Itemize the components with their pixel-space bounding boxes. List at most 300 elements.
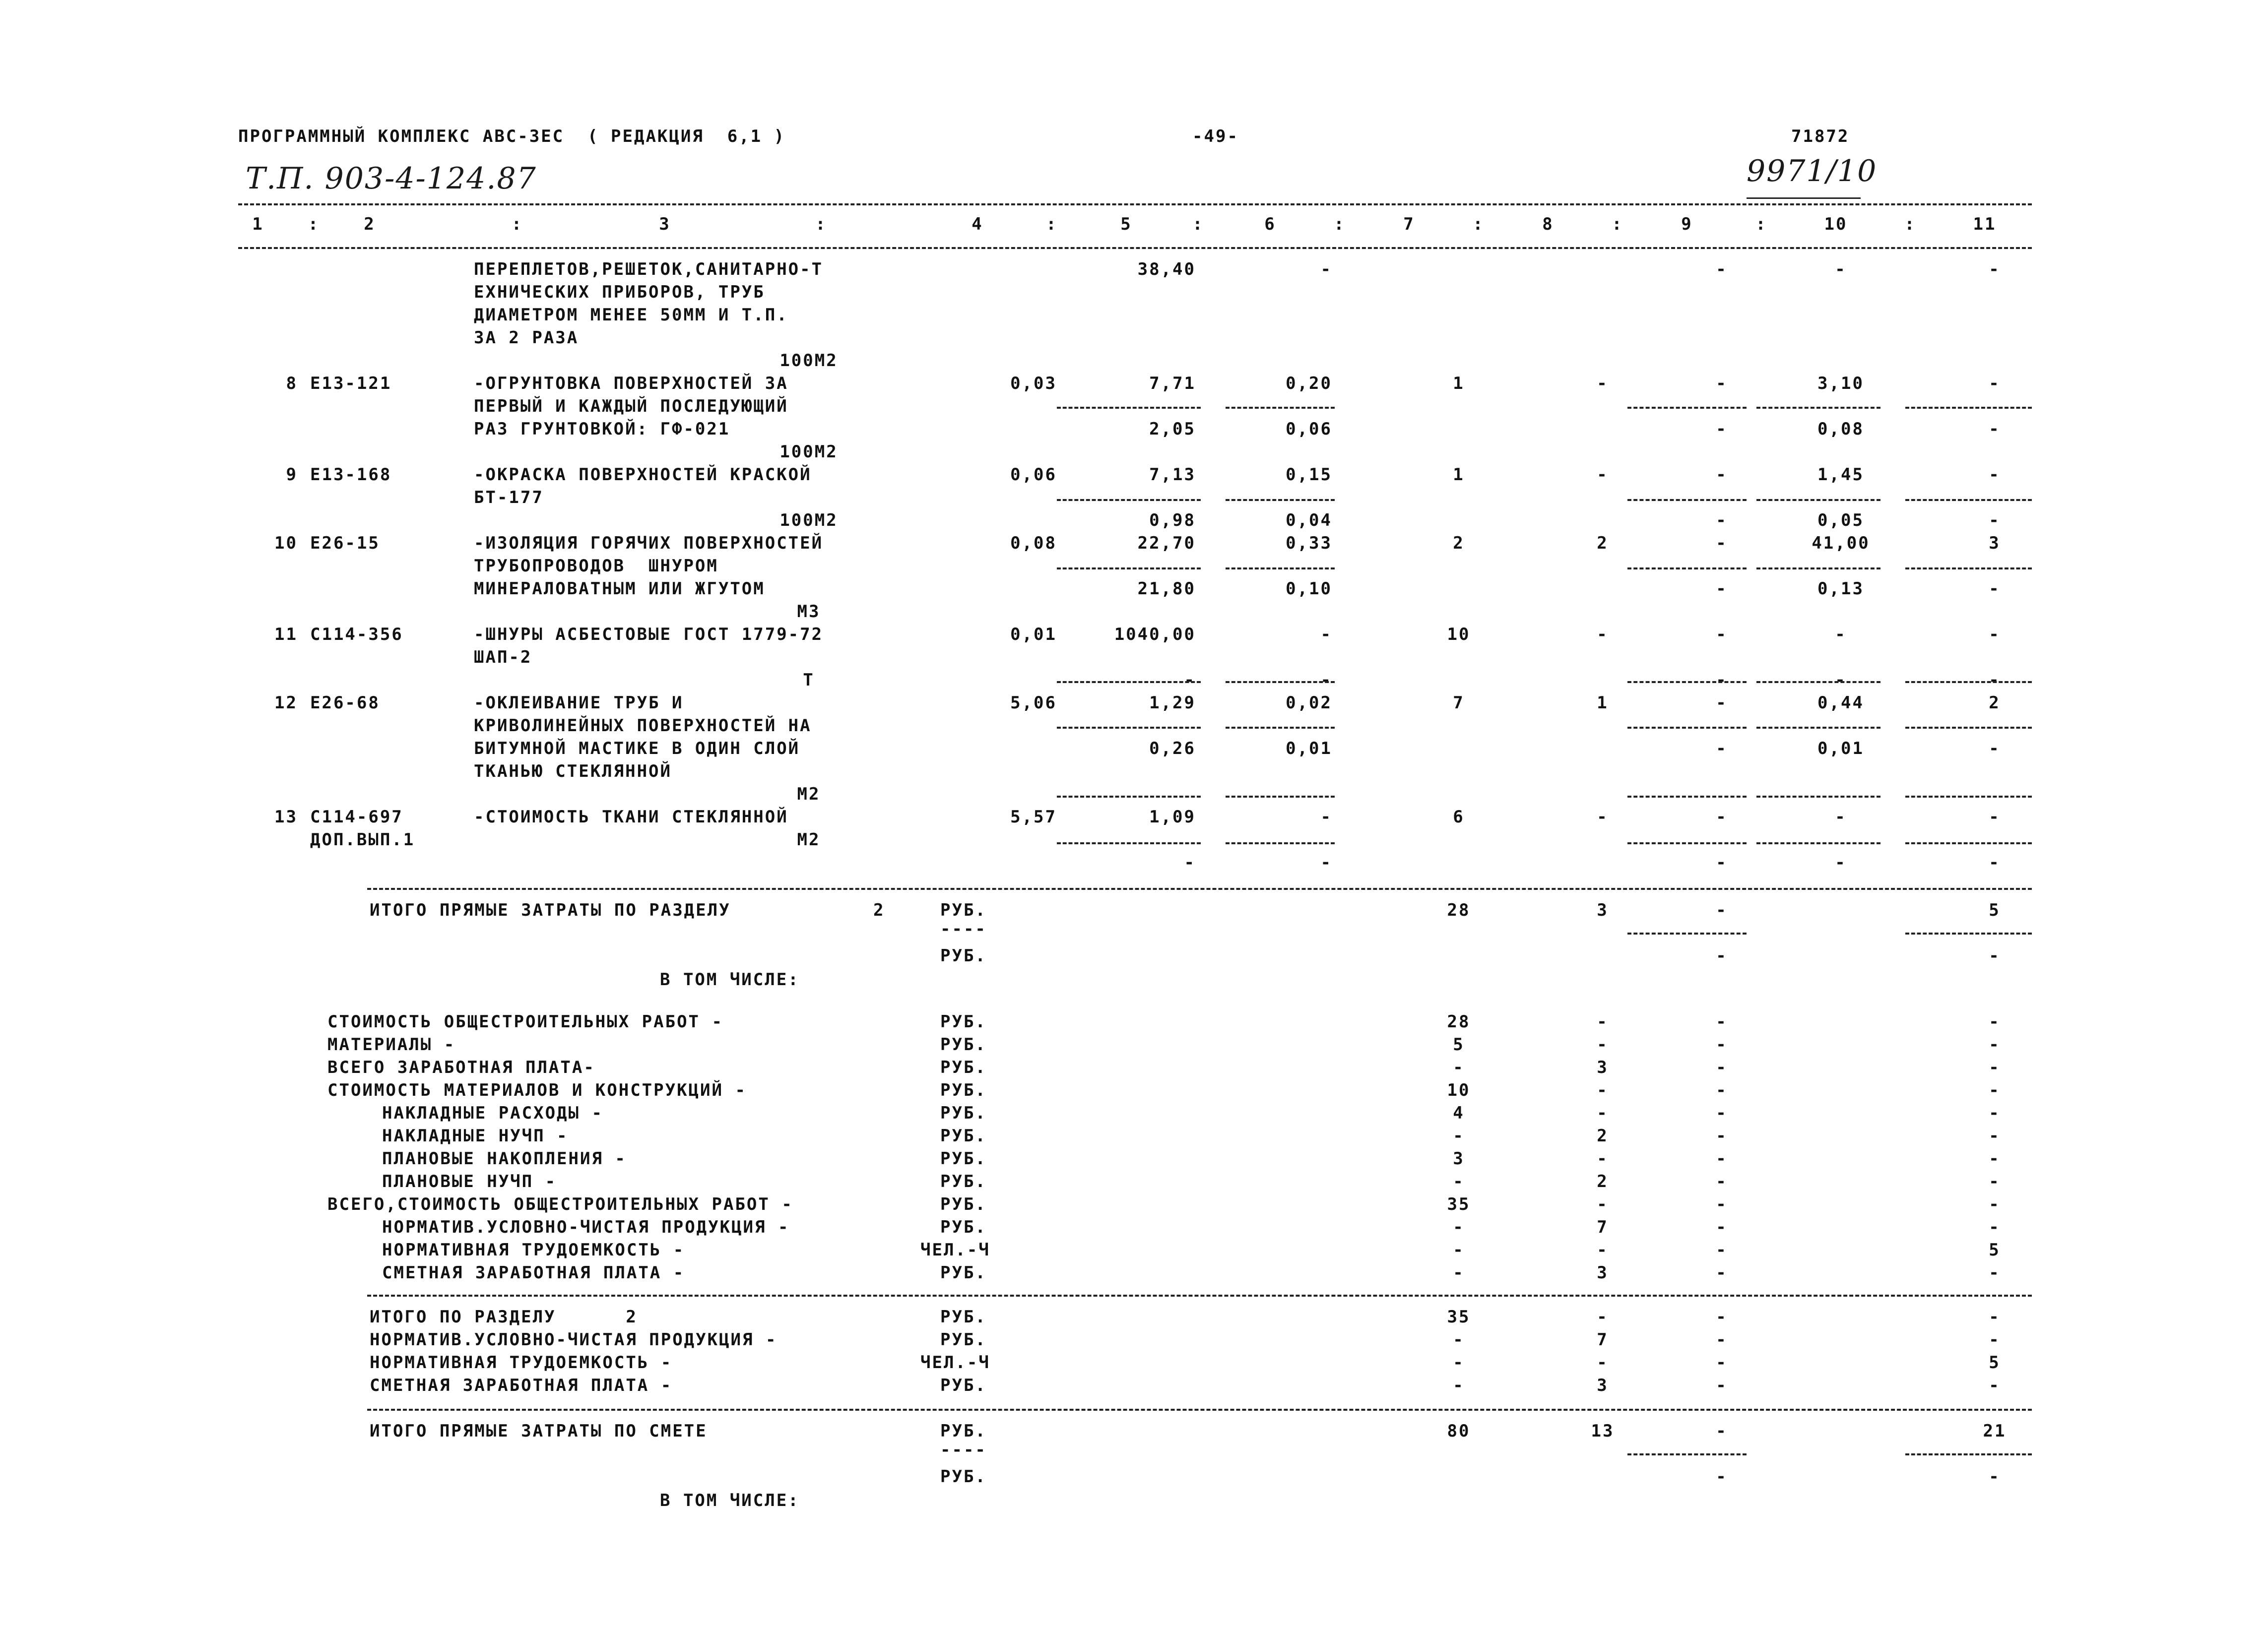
cell-c4: 0,06	[1010, 465, 1057, 485]
breakdown-c9: -	[1716, 1103, 1728, 1123]
cell-c3: ДИАМЕТРОМ МЕНЕЕ 50ММ И Т.П.	[474, 305, 788, 325]
summary-label: ИТОГО ПО РАЗДЕЛУ 2	[370, 1307, 638, 1327]
breakdown-c11: -	[1989, 1080, 2001, 1100]
summary-label: НОРМАТИВНАЯ ТРУДОЕМКОСТЬ -	[370, 1353, 673, 1373]
breakdown-c9: -	[1716, 1080, 1728, 1100]
column-separator: :	[1612, 214, 1623, 234]
sheet-underline	[1747, 197, 1861, 199]
summary-unit: РУБ.	[940, 1330, 987, 1350]
section-rule	[367, 888, 2032, 890]
breakdown-unit: РУБ.	[940, 1217, 987, 1237]
cell-c8: -	[1597, 625, 1609, 644]
cell-c11: -	[1989, 670, 2001, 690]
header-top-rule	[238, 203, 2032, 205]
cell-c7: 1	[1453, 465, 1465, 485]
cell-c3: -СТОИМОСТЬ ТКАНИ СТЕКЛЯННОЙ	[474, 807, 788, 827]
summary-unit: РУБ.	[940, 1376, 987, 1395]
cell-c7: 2	[1453, 533, 1465, 553]
cell-c6: -	[1320, 625, 1332, 644]
breakdown-c11: -	[1989, 1103, 2001, 1123]
cell-c7: 6	[1453, 807, 1465, 827]
breakdown-label: МАТЕРИАЛЫ -	[327, 1035, 456, 1055]
section-total-c11b: -	[1989, 946, 2001, 966]
breakdown-c7: -	[1453, 1217, 1465, 1237]
cell-c6: 0,33	[1286, 533, 1332, 553]
estimate-total-unit: РУБ.	[940, 1421, 987, 1441]
breakdown-c8: 3	[1597, 1058, 1609, 1077]
breakdown-c7: -	[1453, 1263, 1465, 1283]
summary-c7: -	[1453, 1376, 1465, 1395]
cell-c9: -	[1716, 853, 1728, 873]
cell-c9: -	[1716, 670, 1728, 690]
document-code: 71872	[1791, 126, 1850, 146]
cell-c3: ЗА 2 РАЗА	[474, 328, 579, 348]
breakdown-c11: -	[1989, 1012, 2001, 1032]
cell-c10: -	[1835, 853, 1847, 873]
cell-c2: С114-697	[310, 807, 403, 827]
cell-c10: 0,44	[1817, 693, 1864, 713]
cell-c5: -	[1184, 853, 1196, 873]
section-total-separator: ----	[940, 919, 987, 939]
cell-c2: ДОП.ВЫП.1	[310, 830, 415, 850]
breakdown-c8: -	[1597, 1149, 1609, 1169]
column-separator: :	[308, 214, 320, 234]
column-separator: :	[1473, 214, 1485, 234]
cell-c1: 12	[274, 693, 298, 713]
cell-c10: -	[1835, 807, 1847, 827]
cell-rule	[1627, 796, 1747, 798]
breakdown-c8: 2	[1597, 1172, 1609, 1191]
cell-c5: 0,98	[1149, 510, 1196, 530]
cell-c4: 0,08	[1010, 533, 1057, 553]
cell-c5: 7,71	[1149, 374, 1196, 393]
sheet-number: 9971/10	[1747, 154, 1878, 188]
cell-c3: -ОГРУНТОВКА ПОВЕРХНОСТЕЙ ЗА	[474, 374, 788, 393]
summary-c9: -	[1716, 1330, 1728, 1350]
cell-c4: 5,06	[1010, 693, 1057, 713]
estimate-total-c8: 13	[1591, 1421, 1615, 1441]
breakdown-c7: 4	[1453, 1103, 1465, 1123]
cell-rule	[1226, 407, 1335, 409]
cell-c7: 10	[1447, 625, 1471, 644]
cell-c6: 0,01	[1286, 739, 1332, 758]
breakdown-label: НОРМАТИВНАЯ ТРУДОЕМКОСТЬ -	[382, 1240, 685, 1260]
summary-label: СМЕТНАЯ ЗАРАБОТНАЯ ПЛАТА -	[370, 1376, 673, 1395]
summary-c11: -	[1989, 1376, 2001, 1395]
cell-c1: 8	[286, 374, 298, 393]
cell-c9: -	[1716, 419, 1728, 439]
cell-rule	[1905, 567, 2032, 569]
breakdown-unit: ЧЕЛ.-Ч	[920, 1240, 990, 1260]
page-number: -49-	[1192, 126, 1239, 146]
summary-c7: -	[1453, 1353, 1465, 1373]
cell-rule	[1226, 681, 1335, 683]
cell-c3: РАЗ ГРУНТОВКОЙ: ГФ-021	[474, 419, 730, 439]
estimate-total-unit2: РУБ.	[940, 1467, 987, 1487]
column-separator: :	[1904, 214, 1916, 234]
estimate-total-separator: ----	[940, 1440, 987, 1460]
cell-rule	[1905, 407, 2032, 409]
cell-c3: -ШНУРЫ АСБЕСТОВЫЕ ГОСТ 1779-72	[474, 625, 824, 644]
column-header-5: 5	[1120, 214, 1132, 234]
cell-c5: 7,13	[1149, 465, 1196, 485]
breakdown-c8: 7	[1597, 1217, 1609, 1237]
cell-c6: -	[1320, 259, 1332, 279]
project-number: Т.П. 903-4-124.87	[246, 161, 537, 196]
cell-c3: МИНЕРАЛОВАТНЫМ ИЛИ ЖГУТОМ	[474, 579, 765, 599]
breakdown-c11: -	[1989, 1217, 2001, 1237]
breakdown-c7: -	[1453, 1126, 1465, 1146]
cell-c10: -	[1835, 625, 1847, 644]
cell-c5: 1,29	[1149, 693, 1196, 713]
breakdown-c9: -	[1716, 1194, 1728, 1214]
breakdown-c7: -	[1453, 1058, 1465, 1077]
breakdown-c9: -	[1716, 1217, 1728, 1237]
breakdown-c11: -	[1989, 1263, 2001, 1283]
cell-c2: Е26-15	[310, 533, 380, 553]
cell-rule	[1057, 681, 1201, 683]
cell-c8: -	[1597, 807, 1609, 827]
breakdown-unit: РУБ.	[940, 1126, 987, 1146]
cell-rule	[1756, 407, 1880, 409]
breakdown-c9: -	[1716, 1126, 1728, 1146]
column-header-11: 11	[1973, 214, 1997, 234]
cell-c5: 1040,00	[1114, 625, 1196, 644]
cell-c9: -	[1716, 807, 1728, 827]
cell-rule	[1905, 727, 2032, 729]
breakdown-c11: -	[1989, 1149, 2001, 1169]
cell-rule	[1905, 842, 2032, 844]
cell-c5: 2,05	[1149, 419, 1196, 439]
breakdown-c8: 3	[1597, 1263, 1609, 1283]
cell-c2: Е13-121	[310, 374, 392, 393]
program-title: ПРОГРАММНЫЙ КОМПЛЕКС АВС-3ЕС ( РЕДАКЦИЯ 6,1 )	[238, 126, 786, 146]
unit-label: М2	[797, 784, 821, 804]
breakdown-c9: -	[1716, 1035, 1728, 1055]
cell-c6: -	[1320, 807, 1332, 827]
breakdown-unit: РУБ.	[940, 1035, 987, 1055]
cell-c3: БИТУМНОЙ МАСТИКЕ В ОДИН СЛОЙ	[474, 739, 800, 758]
unit-label: М3	[797, 602, 821, 622]
breakdown-c9: -	[1716, 1240, 1728, 1260]
cell-rule	[1905, 933, 2032, 935]
cell-c10: 0,08	[1817, 419, 1864, 439]
cell-rule	[1057, 796, 1201, 798]
header-bottom-rule	[238, 247, 2032, 249]
column-separator: :	[1755, 214, 1767, 234]
cell-c3: ТРУБОПРОВОДОВ ШНУРОМ	[474, 556, 718, 576]
cell-c10: -	[1835, 259, 1847, 279]
cell-c7: 7	[1453, 693, 1465, 713]
cell-rule	[1226, 567, 1335, 569]
cell-rule	[1756, 567, 1880, 569]
breakdown-label: ПЛАНОВЫЕ НУЧП -	[382, 1172, 557, 1191]
breakdown-unit: РУБ.	[940, 1058, 987, 1077]
breakdown-c9: -	[1716, 1172, 1728, 1191]
section-total-unit: РУБ.	[940, 900, 987, 920]
cell-c1: 13	[274, 807, 298, 827]
cell-c9: -	[1716, 533, 1728, 553]
cell-c8: 1	[1597, 693, 1609, 713]
cell-c1: 11	[274, 625, 298, 644]
summary-c9: -	[1716, 1376, 1728, 1395]
section-total-unit2: РУБ.	[940, 946, 987, 966]
summary-c8: -	[1597, 1307, 1609, 1327]
unit-label: М2	[797, 830, 821, 850]
cell-c11: 2	[1989, 693, 2001, 713]
cell-rule	[1226, 796, 1335, 798]
breakdown-label: ВСЕГО ЗАРАБОТНАЯ ПЛАТА-	[327, 1058, 595, 1077]
breakdown-c8: -	[1597, 1194, 1609, 1214]
cell-rule	[1627, 842, 1747, 844]
estimate-total-c11: 21	[1983, 1421, 2007, 1441]
section-rule	[367, 1409, 2032, 1411]
cell-rule	[1627, 567, 1747, 569]
cell-c9: -	[1716, 579, 1728, 599]
summary-unit: ЧЕЛ.-Ч	[920, 1353, 990, 1373]
cell-c5: 21,80	[1137, 579, 1196, 599]
breakdown-unit: РУБ.	[940, 1172, 987, 1191]
cell-c6: 0,04	[1286, 510, 1332, 530]
cell-c10: 1,45	[1817, 465, 1864, 485]
cell-rule	[1905, 1453, 2032, 1455]
column-header-3: 3	[659, 214, 671, 234]
cell-rule	[1057, 567, 1201, 569]
cell-c3: ШАП-2	[474, 647, 532, 667]
cell-c8: -	[1597, 374, 1609, 393]
summary-c11: 5	[1989, 1353, 2001, 1373]
column-header-7: 7	[1403, 214, 1415, 234]
cell-c3: ПЕРЕПЛЕТОВ,РЕШЕТОК,САНИТАРНО-Т	[474, 259, 824, 279]
cell-c6: -	[1320, 853, 1332, 873]
cell-c6: 0,06	[1286, 419, 1332, 439]
cell-c2: С114-356	[310, 625, 403, 644]
summary-c9: -	[1716, 1307, 1728, 1327]
cell-rule	[1057, 407, 1201, 409]
cell-c5: 1,09	[1149, 807, 1196, 827]
cell-c6: -	[1320, 670, 1332, 690]
summary-c8: -	[1597, 1353, 1609, 1373]
cell-c10: 3,10	[1817, 374, 1864, 393]
cell-rule	[1226, 727, 1335, 729]
column-header-1: 1	[252, 214, 264, 234]
cell-c11: 3	[1989, 533, 2001, 553]
column-header-10: 10	[1824, 214, 1848, 234]
estimate-total-c9: -	[1716, 1421, 1728, 1441]
cell-c1: 9	[286, 465, 298, 485]
cell-rule	[1905, 499, 2032, 501]
cell-rule	[1057, 727, 1201, 729]
breakdown-c8: -	[1597, 1080, 1609, 1100]
cell-rule	[1905, 796, 2032, 798]
cell-rule	[1756, 796, 1880, 798]
breakdown-c8: -	[1597, 1035, 1609, 1055]
cell-c9: -	[1716, 739, 1728, 758]
column-header-6: 6	[1264, 214, 1276, 234]
breakdown-c7: -	[1453, 1240, 1465, 1260]
column-separator: :	[1192, 214, 1204, 234]
cell-c9: -	[1716, 374, 1728, 393]
breakdown-c7: 10	[1447, 1080, 1471, 1100]
breakdown-c9: -	[1716, 1263, 1728, 1283]
breakdown-c8: -	[1597, 1103, 1609, 1123]
summary-unit: РУБ.	[940, 1307, 987, 1327]
cell-c11: -	[1989, 739, 2001, 758]
unit-label: 100М2	[779, 351, 838, 371]
cell-c8: -	[1597, 465, 1609, 485]
cell-c3: -ИЗОЛЯЦИЯ ГОРЯЧИХ ПОВЕРХНОСТЕЙ	[474, 533, 824, 553]
unit-label: Т	[803, 670, 815, 690]
breakdown-unit: РУБ.	[940, 1149, 987, 1169]
cell-c11: -	[1989, 853, 2001, 873]
unit-label: 100М2	[779, 510, 838, 530]
cell-rule	[1756, 499, 1880, 501]
breakdown-label: ПЛАНОВЫЕ НАКОПЛЕНИЯ -	[382, 1149, 627, 1169]
breakdown-label: НАКЛАДНЫЕ РАСХОДЫ -	[382, 1103, 603, 1123]
breakdown-label: СТОИМОСТЬ ОБЩЕСТРОИТЕЛЬНЫХ РАБОТ -	[327, 1012, 723, 1032]
cell-c11: -	[1989, 259, 2001, 279]
cell-rule	[1226, 499, 1335, 501]
cell-c10: 41,00	[1812, 533, 1870, 553]
cell-c3: ЕХНИЧЕСКИХ ПРИБОРОВ, ТРУБ	[474, 282, 765, 302]
breakdown-label: НОРМАТИВ.УСЛОВНО-ЧИСТАЯ ПРОДУКЦИЯ -	[382, 1217, 790, 1237]
breakdown-label: СТОИМОСТЬ МАТЕРИАЛОВ И КОНСТРУКЦИЙ -	[327, 1080, 747, 1100]
breakdown-c11: 5	[1989, 1240, 2001, 1260]
cell-c8: 2	[1597, 533, 1609, 553]
cell-c10: -	[1835, 670, 1847, 690]
cell-rule	[1627, 681, 1747, 683]
cell-c10: 0,01	[1817, 739, 1864, 758]
breakdown-unit: РУБ.	[940, 1194, 987, 1214]
cell-rule	[1226, 842, 1335, 844]
summary-c7: -	[1453, 1330, 1465, 1350]
section-total-number: 2	[873, 900, 885, 920]
cell-c6: 0,20	[1286, 374, 1332, 393]
column-separator: :	[1334, 214, 1346, 234]
breakdown-unit: РУБ.	[940, 1080, 987, 1100]
cell-c3: ПЕРВЫЙ И КАЖДЫЙ ПОСЛЕДУЮЩИЙ	[474, 396, 788, 416]
cell-c9: -	[1716, 625, 1728, 644]
estimate-total-c11b: -	[1989, 1467, 2001, 1487]
cell-c5: 0,26	[1149, 739, 1196, 758]
breakdown-c9: -	[1716, 1058, 1728, 1077]
summary-c7: 35	[1447, 1307, 1471, 1327]
cell-rule	[1627, 499, 1747, 501]
estimate-total-c9b: -	[1716, 1467, 1728, 1487]
column-separator: :	[511, 214, 523, 234]
cell-c6: 0,02	[1286, 693, 1332, 713]
breakdown-c8: 2	[1597, 1126, 1609, 1146]
cell-rule	[1627, 407, 1747, 409]
cell-c11: -	[1989, 807, 2001, 827]
cell-c5: 22,70	[1137, 533, 1196, 553]
column-header-4: 4	[972, 214, 983, 234]
cell-c9: -	[1716, 465, 1728, 485]
breakdown-label: НАКЛАДНЫЕ НУЧП -	[382, 1126, 569, 1146]
breakdown-c11: -	[1989, 1058, 2001, 1077]
cell-c7: 1	[1453, 374, 1465, 393]
breakdown-c8: -	[1597, 1012, 1609, 1032]
unit-label: 100М2	[779, 442, 838, 462]
cell-c4: 0,03	[1010, 374, 1057, 393]
cell-c11: -	[1989, 465, 2001, 485]
cell-rule	[1057, 842, 1201, 844]
section-total-c9: -	[1716, 900, 1728, 920]
breakdown-label: ВСЕГО,СТОИМОСТЬ ОБЩЕСТРОИТЕЛЬНЫХ РАБОТ -	[327, 1194, 793, 1214]
cell-c6: 0,15	[1286, 465, 1332, 485]
cell-c9: -	[1716, 259, 1728, 279]
cell-c11: -	[1989, 374, 2001, 393]
cell-c5: -	[1184, 670, 1196, 690]
cell-c3: ТКАНЬЮ СТЕКЛЯННОЙ	[474, 761, 672, 781]
breakdown-c7: 28	[1447, 1012, 1471, 1032]
cell-rule	[1756, 727, 1880, 729]
column-separator: :	[815, 214, 827, 234]
cell-c5: 38,40	[1137, 259, 1196, 279]
breakdown-c8: -	[1597, 1240, 1609, 1260]
section-rule	[367, 1295, 2032, 1297]
breakdown-c7: 35	[1447, 1194, 1471, 1214]
column-header-8: 8	[1542, 214, 1554, 234]
breakdown-unit: РУБ.	[940, 1263, 987, 1283]
cell-rule	[1057, 499, 1201, 501]
breakdown-c11: -	[1989, 1126, 2001, 1146]
cell-c6: 0,10	[1286, 579, 1332, 599]
including-heading: В ТОМ ЧИСЛЕ:	[660, 970, 800, 990]
column-separator: :	[1046, 214, 1058, 234]
cell-c3: БТ-177	[474, 488, 544, 507]
breakdown-c7: -	[1453, 1172, 1465, 1191]
breakdown-c9: -	[1716, 1149, 1728, 1169]
cell-c1: 10	[274, 533, 298, 553]
cell-c3: КРИВОЛИНЕЙНЫХ ПОВЕРХНОСТЕЙ НА	[474, 716, 812, 736]
summary-c8: 7	[1597, 1330, 1609, 1350]
cell-c11: -	[1989, 579, 2001, 599]
estimate-total-c7: 80	[1447, 1421, 1471, 1441]
summary-c11: -	[1989, 1307, 2001, 1327]
cell-c11: -	[1989, 419, 2001, 439]
breakdown-c11: -	[1989, 1172, 2001, 1191]
section-total-label: ИТОГО ПРЯМЫЕ ЗАТРАТЫ ПО РАЗДЕЛУ	[370, 900, 731, 920]
summary-label: НОРМАТИВ.УСЛОВНО-ЧИСТАЯ ПРОДУКЦИЯ -	[370, 1330, 778, 1350]
summary-c9: -	[1716, 1353, 1728, 1373]
cell-c2: Е13-168	[310, 465, 392, 485]
breakdown-unit: РУБ.	[940, 1012, 987, 1032]
cell-c2: Е26-68	[310, 693, 380, 713]
estimate-total-label: ИТОГО ПРЯМЫЕ ЗАТРАТЫ ПО СМЕТЕ	[370, 1421, 708, 1441]
breakdown-c7: 5	[1453, 1035, 1465, 1055]
summary-c8: 3	[1597, 1376, 1609, 1395]
cell-c9: -	[1716, 510, 1728, 530]
column-header-9: 9	[1681, 214, 1693, 234]
breakdown-c9: -	[1716, 1012, 1728, 1032]
section-total-c11: 5	[1989, 900, 2001, 920]
breakdown-unit: РУБ.	[940, 1103, 987, 1123]
cell-c3: -ОКРАСКА ПОВЕРХНОСТЕЙ КРАСКОЙ	[474, 465, 812, 485]
section-total-c8: 3	[1597, 900, 1609, 920]
cell-c10: 0,05	[1817, 510, 1864, 530]
cell-c3: -ОКЛЕИВАНИЕ ТРУБ И	[474, 693, 684, 713]
cell-rule	[1756, 842, 1880, 844]
cell-c4: 5,57	[1010, 807, 1057, 827]
column-header-2: 2	[364, 214, 376, 234]
cell-rule	[1756, 681, 1880, 683]
cell-c11: -	[1989, 510, 2001, 530]
cell-rule	[1627, 1453, 1747, 1455]
cell-c4: 0,01	[1010, 625, 1057, 644]
including-heading: В ТОМ ЧИСЛЕ:	[660, 1491, 800, 1510]
section-total-c7: 28	[1447, 900, 1471, 920]
